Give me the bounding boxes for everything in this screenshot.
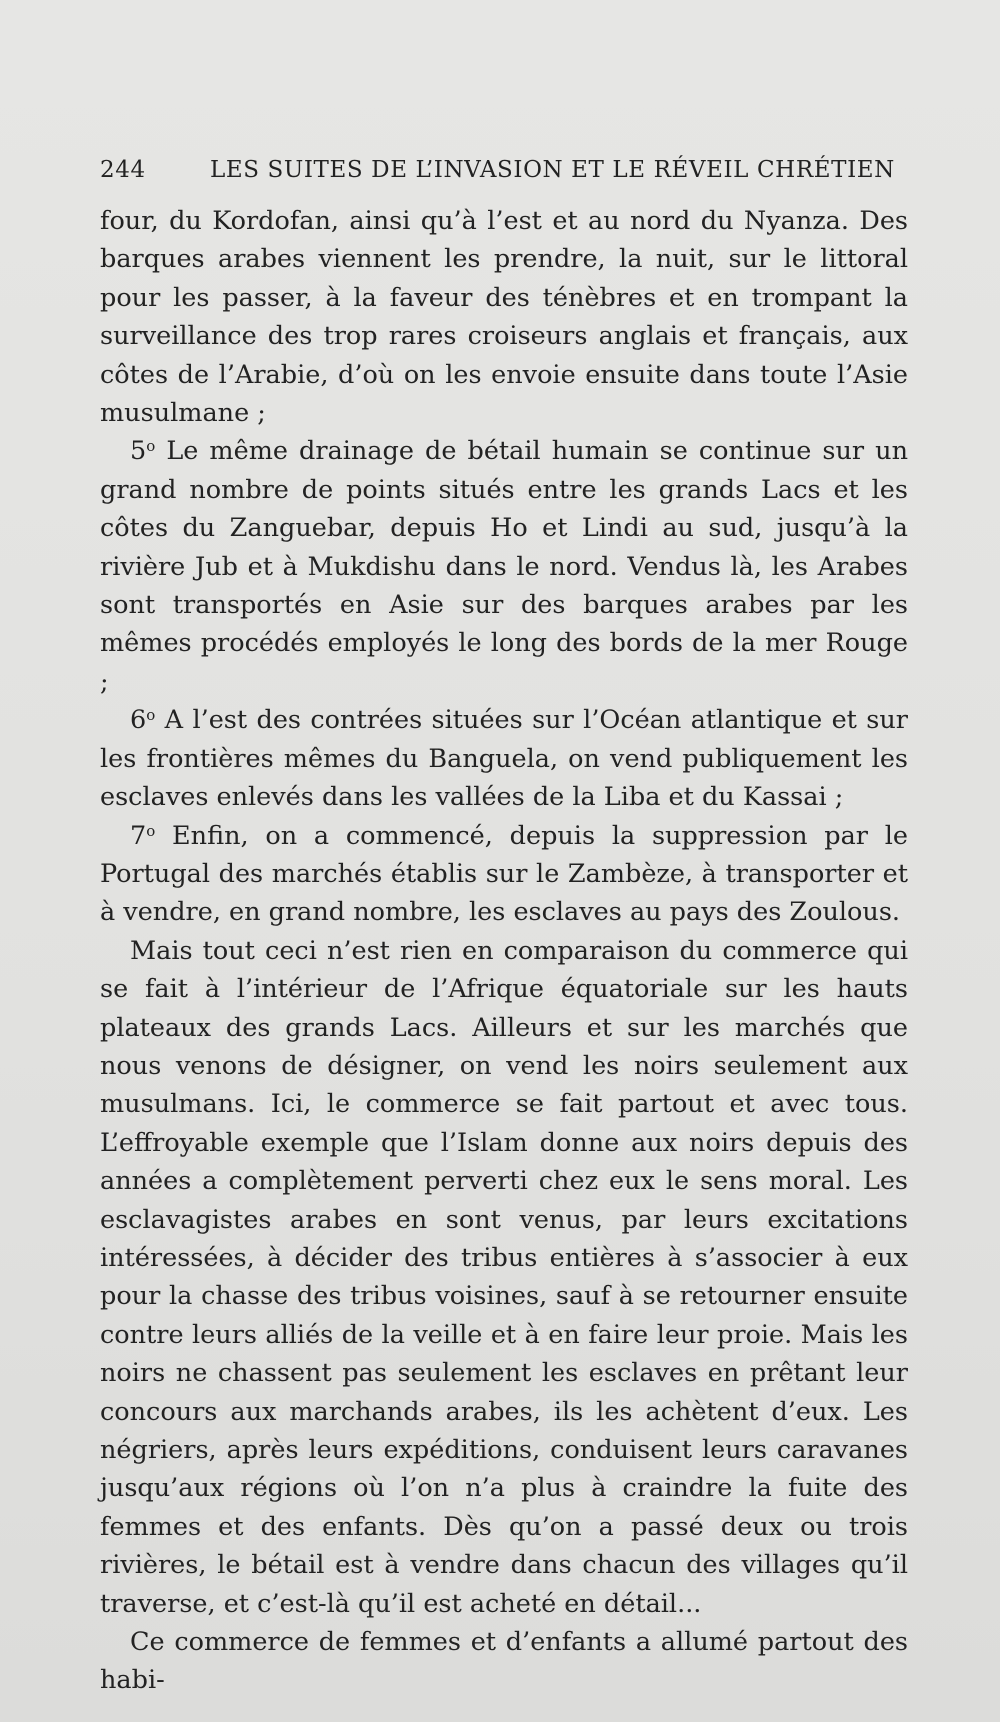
paragraph-item-6 [100, 701, 908, 816]
paragraph-text: four, du Kordofan, ainsi qu’à l’est et au nord du Nyanza. Des barques arabes viennent les prendre, la nuit, sur le littoral pour les passer, à la faveur des ténèbres et en trompant la surveillance des trop rares croiseurs anglais et français, aux côtes de l’Arabie, d’où on les envoie ensuite dans toute l’Asie musulmane ; [100, 206, 908, 429]
ordinal-marker: o [146, 821, 156, 840]
page-number: 244 [100, 157, 146, 183]
paragraph-text: Mais tout ceci n’est rien en comparaison du commerce qui se fait à l’intérieur de l’Afrique équatoriale sur les hauts plateaux des grands Lacs. Ailleurs et sur les marchés que nous venons de désigner, on vend les noirs seulement aux musulmans. Ici, le commerce se fait partout et avec tous. L’effroyable exemple que l’Islam donne aux noirs depuis des années a complètement perverti chez eux le sens moral. Les esclavagistes arabes en sont venus, par leurs excitations intéressées, à décider des tribus entières à s’associer à eux pour la chasse des tribus voisines, sauf à se retourner ensuite contre leurs alliés de la veille et à en faire leur proie. Mais les noirs ne chassent pas seulement les esclaves en prêtant leur concours aux marchands arabes, ils les achètent d’eux. Les négriers, après leurs expéditions, conduisent leurs caravanes jusqu’aux régions où l’on n’a plus à craindre la fuite des femmes et des enfants. Dès qu’on a passé deux ou trois rivières, le bétail est à vendre dans chacun des villages qu’il traverse, et c’est-là qu’il est acheté en détail... [100, 935, 908, 1619]
paragraph-last-line [100, 1623, 908, 1700]
page-header [100, 157, 904, 191]
paragraph-text: Le même drainage de bétail humain se continue sur un grand nombre de points situés entre les grands Lacs et les côtes du Zanguebar, depuis Ho et Lindi au sud, jusqu’à la rivière Jub et à Mukdishu dans le nord. Vendus là, les Arabes sont transportés en Asie sur des barques arabes par les mêmes procédés employés le long des bords de la mer Rouge ; [100, 436, 908, 697]
item-number: 6 [130, 705, 147, 736]
running-title: LES SUITES DE L’INVASION ET LE RÉVEIL CHRÉTIEN [210, 157, 895, 183]
ordinal-marker: o [146, 706, 156, 725]
paragraph-text: Enfin, on a commencé, depuis la suppression par le Portugal des marchés établis sur le Zambèze, à transporter et à vendre, en grand nombre, les esclaves au pays des Zoulous. [100, 820, 908, 928]
paragraph-text: Ce commerce de femmes et d’enfants a allumé partout des habi- [100, 1627, 908, 1696]
paragraph-item-5 [100, 432, 908, 701]
paragraph-continuation [100, 202, 908, 432]
item-number: 5 [130, 436, 147, 467]
body-text [100, 202, 908, 1700]
paragraph-commerce-interior [100, 932, 908, 1623]
paragraph-item-7 [100, 817, 908, 932]
item-number: 7 [130, 820, 147, 851]
ordinal-marker: o [146, 437, 156, 456]
paragraph-text: A l’est des contrées situées sur l’Océan atlantique et sur les frontières mêmes du Banguela, on vend publiquement les esclaves enlevés dans les vallées de la Liba et du Kassai ; [100, 705, 908, 813]
